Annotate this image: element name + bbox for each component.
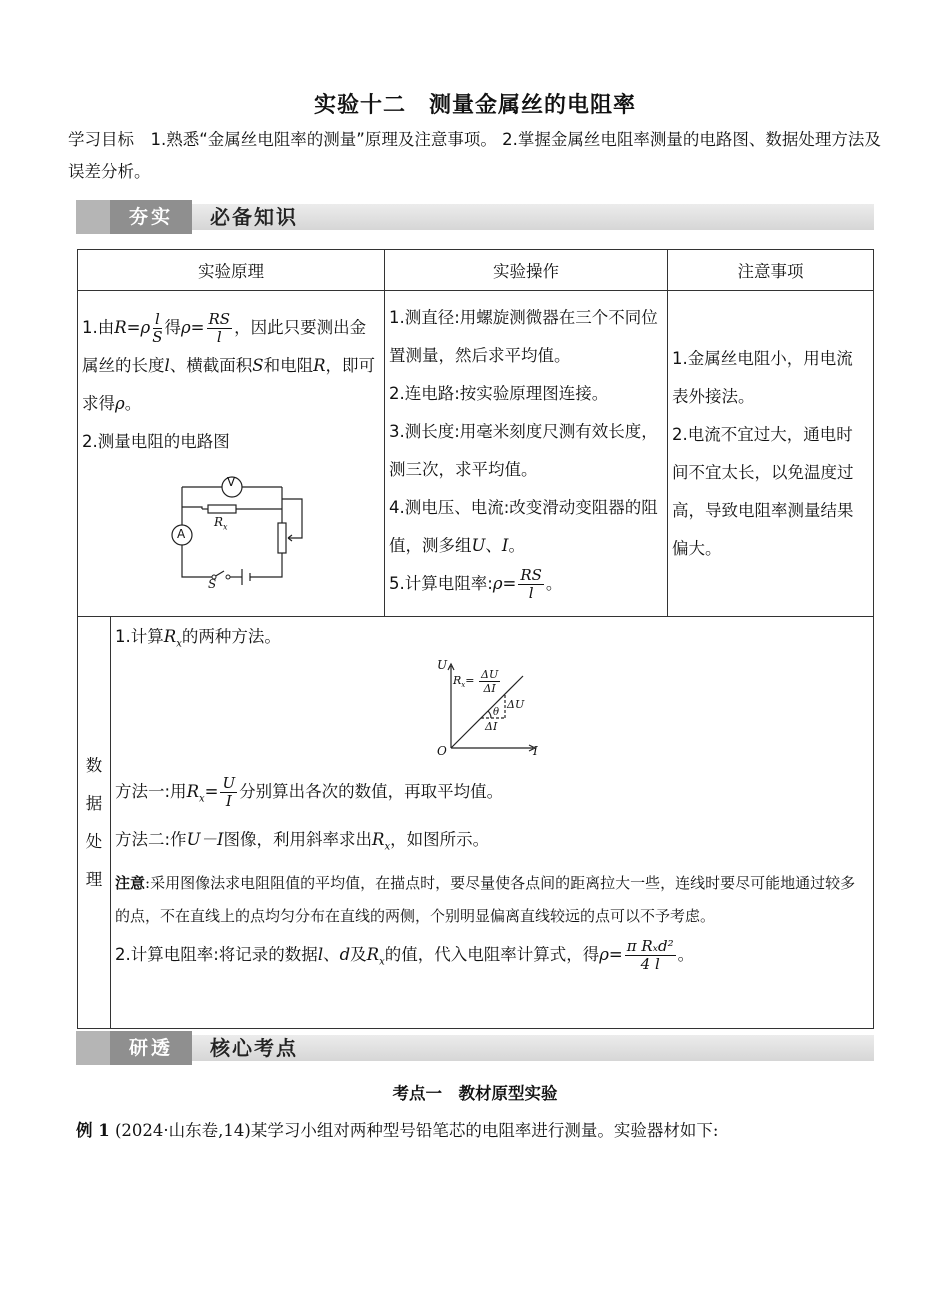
formula-r: R=ρ (114, 318, 151, 337)
delta-i: ΔI (485, 720, 498, 734)
example-1: 例 1 (2024·山东卷,14)某学习小组对两种型号铅笔芯的电阻率进行测量。实验器材如下: (76, 1121, 719, 1140)
switch-label: S (208, 577, 217, 591)
header-notes: 注意事项 (668, 250, 874, 291)
theta: θ (493, 707, 500, 719)
operation-step: 2.连电路:按实验原理图连接。 (389, 384, 609, 403)
note-item: 1.金属丝电阻小，用电流表外接法。 (672, 348, 853, 406)
slope-fraction: $\frac{\Delta U}{\Delta I}$ (481, 668, 499, 696)
section-banner-core (76, 1029, 874, 1065)
slope-label: $R_x=$ (453, 674, 475, 690)
axis-i: I (533, 744, 538, 759)
resistor-label: $R_x$ (214, 515, 228, 532)
knowledge-table (77, 249, 874, 1029)
operation-step: 5.计算电阻率:ρ= $\frac{RS}{l}$ 。 (389, 566, 563, 602)
data-item-2: 2.计算电阻率:将记录的数据l、d及$R_x$的值，代入电阻率计算式，得ρ= $\frac{\text{π Rₓd²}}{4 l}$ 。 (115, 936, 695, 973)
fraction-l-s: $\frac{l}{S}$ (152, 310, 163, 346)
header-operation: 实验操作 (385, 250, 668, 291)
method-1: 方法一:用$R_x=$ $\frac{U}{I}$ 分别算出各次的数值，再取平均值。 (115, 774, 504, 811)
circuit-diagram (162, 469, 342, 589)
operation-step: 4.测电压、电流:改变滑动变阻器的阻值，测多组U、I。 (389, 498, 658, 555)
principle-text: 、横截面积 (169, 356, 253, 375)
data-item-1: 1.计算$R_x$的两种方法。 (115, 627, 281, 650)
notes-cell (668, 291, 874, 617)
ammeter-label: A (177, 527, 186, 541)
note-paragraph: 注意:采用图像法求电阻阻值的平均值，在描点时，要尽量使各点间的距离拉大一些，连线时要尽可能地通过较多的点，不在直线上的点均匀分布在直线的两侧，个别明显偏离直线较远的点可以不予考虑。 (115, 873, 856, 925)
header-principle: 实验原理 (78, 250, 385, 291)
method-2: 方法二:作U－I图像，利用斜率求出$R_x$，如图所示。 (115, 829, 490, 852)
principle-text: 。 (124, 394, 142, 413)
banner-tag: 研透 (110, 1031, 192, 1065)
section-title: 考点一 教材原型实验 (392, 1084, 558, 1103)
operation-step: 1.测直径:用螺旋测微器在三个不同位置测量，然后求平均值。 (389, 308, 658, 365)
delta-u: ΔU (507, 698, 525, 712)
origin: O (437, 744, 447, 759)
operation-step: 3.测长度:用毫米刻度尺测有效长度，测三次，求平均值。 (389, 422, 658, 479)
var-r: R (313, 356, 326, 375)
banner-heading: 核心考点 (210, 1036, 298, 1060)
var-s: S (252, 356, 264, 375)
var-rho: ρ (115, 394, 125, 413)
principle-cell (78, 291, 385, 617)
principle-text: 1.由 (82, 318, 115, 337)
voltmeter-label: V (227, 475, 236, 489)
principle-item-2: 2.测量电阻的电路图 (82, 432, 230, 451)
principle-text: 和电阻 (263, 356, 314, 375)
formula-rho: ρ= (180, 318, 205, 337)
banner-tag: 夯实 (110, 200, 192, 234)
principle-text: ，即可求得 (82, 356, 376, 413)
axis-u: U (437, 658, 448, 673)
section-banner-knowledge (76, 198, 874, 234)
note-item: 2.电流不宜过大，通电时间不宜太长，以免温度过高，导致电阻率测量结果偏大。 (672, 424, 854, 558)
var-l: l (164, 356, 170, 375)
fraction-rs-l: $\frac{RS}{l}$ (208, 310, 231, 346)
learning-goals: 学习目标 1.熟悉“金属丝电阻率的测量”原理及注意事项。 2.掌握金属丝电阻率测量的电路图、数据处理方法及误差分析。 (68, 130, 881, 181)
data-processing-cell (111, 617, 874, 1029)
principle-text: ，因此只要测出金属丝的长度 (82, 318, 367, 375)
ui-graph (437, 660, 567, 760)
banner-heading: 必备知识 (210, 205, 298, 229)
operation-cell (385, 291, 668, 617)
principle-text: 得 (164, 318, 181, 337)
page-title: 实验十二 测量金属丝的电阻率 (313, 93, 636, 118)
data-processing-label: 数 据 处 理 (78, 617, 111, 1029)
